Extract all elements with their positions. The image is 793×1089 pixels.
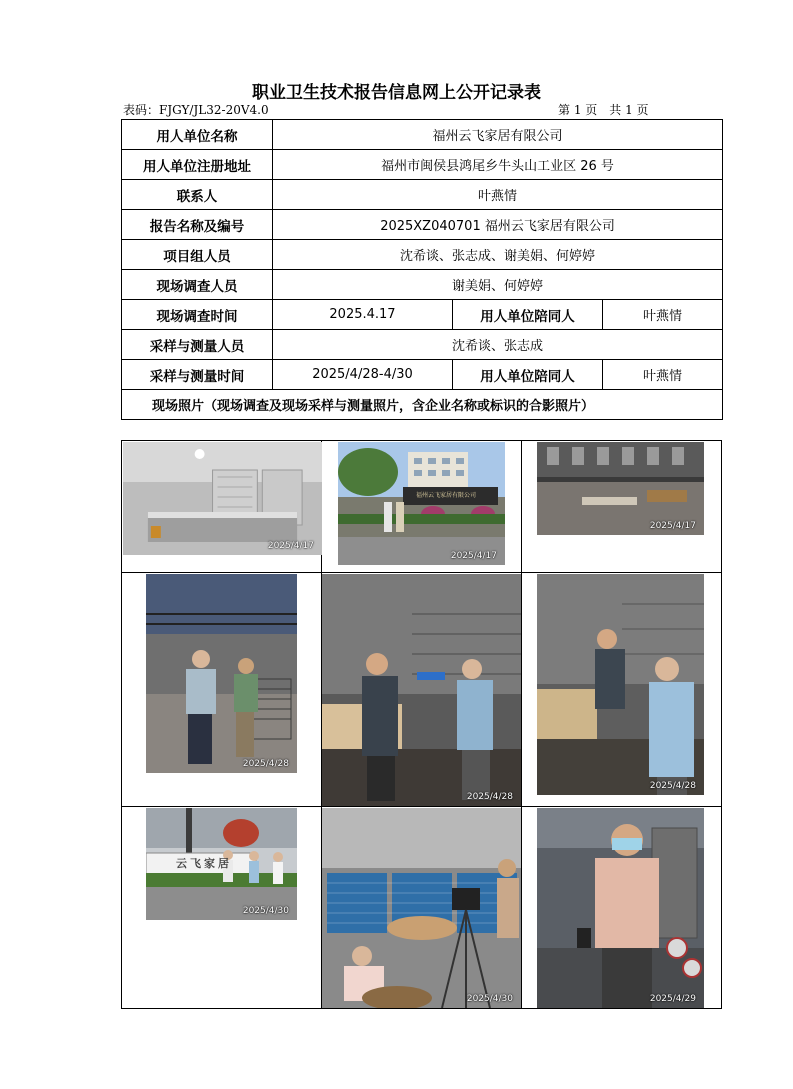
photo-date: 2025/4/30 xyxy=(242,906,289,916)
site-photo-measurement-b xyxy=(537,574,704,795)
row-value: 叶燕情 xyxy=(273,180,723,210)
photo-grid xyxy=(121,440,722,1009)
photo-image xyxy=(322,574,521,806)
site-photo-company-gate xyxy=(338,442,505,565)
table-row xyxy=(122,120,723,150)
page-info: 第 1 页 共 1 页 xyxy=(558,103,649,117)
photo-date: 2025/4/17 xyxy=(450,551,497,561)
photos-header: 现场照片（现场调查及现场采样与测量照片，含企业名称或标识的合影照片） xyxy=(122,390,723,420)
row-value: 沈希谈、张志成 xyxy=(273,330,723,360)
row-value: 2025XZ040701 福州云飞家居有限公司 xyxy=(273,210,723,240)
form-code: 表码：FJGY/JL32-20V4.0 xyxy=(123,103,269,117)
row-value: 福州市闽侯县鸿尾乡牛头山工业区 26 号 xyxy=(273,150,723,180)
photo-image xyxy=(322,808,521,1008)
photo-date: 2025/4/30 xyxy=(466,994,513,1004)
page-title: 职业卫生技术报告信息网上公开记录表 xyxy=(252,83,541,103)
site-photo-measurement-a xyxy=(322,574,521,806)
row-value: 2025/4/28-4/30 xyxy=(273,360,453,390)
row-label: 项目组人员 xyxy=(122,240,273,270)
site-photo-sampling-tripod xyxy=(322,808,521,1008)
row-label: 采样与测量时间 xyxy=(122,360,273,390)
companion-label: 用人单位陪同人 xyxy=(453,360,603,390)
row-label: 现场调查人员 xyxy=(122,270,273,300)
table-row xyxy=(122,300,723,330)
photo-date: 2025/4/17 xyxy=(267,541,314,551)
photo-image xyxy=(146,574,297,773)
row-label: 用人单位名称 xyxy=(122,120,273,150)
row-value: 福州云飞家居有限公司 xyxy=(273,120,723,150)
row-value: 沈希谈、张志成、谢美娟、何婷婷 xyxy=(273,240,723,270)
photo-image xyxy=(537,808,704,1008)
photo-date: 2025/4/17 xyxy=(649,521,696,531)
photo-date: 2025/4/29 xyxy=(649,994,696,1004)
row-label: 用人单位注册地址 xyxy=(122,150,273,180)
site-photo-inspection-a xyxy=(146,574,297,773)
photo-image xyxy=(123,442,322,555)
photo-date: 2025/4/28 xyxy=(242,759,289,769)
table-row xyxy=(122,330,723,360)
row-label: 现场调查时间 xyxy=(122,300,273,330)
site-photo-company-sign xyxy=(146,808,297,920)
photo-date: 2025/4/28 xyxy=(466,792,513,802)
table-row xyxy=(122,360,723,390)
photo-image xyxy=(338,442,505,565)
table-row xyxy=(122,210,723,240)
row-label: 采样与测量人员 xyxy=(122,330,273,360)
site-photo-worker-portrait xyxy=(537,808,704,1008)
row-value: 2025.4.17 xyxy=(273,300,453,330)
site-photo-workshop-floor xyxy=(537,442,704,535)
row-value: 谢美娟、何婷婷 xyxy=(273,270,723,300)
photo-image xyxy=(537,574,704,795)
row-label: 联系人 xyxy=(122,180,273,210)
table-row xyxy=(122,240,723,270)
site-photo-workshop-booth xyxy=(123,442,322,555)
companion-label: 用人单位陪同人 xyxy=(453,300,603,330)
companion-value: 叶燕情 xyxy=(603,300,723,330)
table-row xyxy=(122,390,723,420)
gate-sign-text: 福州云飞家居有限公司 xyxy=(416,492,477,499)
sign-text: 云飞家居 xyxy=(176,857,232,870)
table-row xyxy=(122,150,723,180)
info-table xyxy=(121,119,723,420)
companion-value: 叶燕情 xyxy=(603,360,723,390)
table-row xyxy=(122,180,723,210)
table-row xyxy=(122,270,723,300)
photo-date: 2025/4/28 xyxy=(649,781,696,791)
row-label: 报告名称及编号 xyxy=(122,210,273,240)
